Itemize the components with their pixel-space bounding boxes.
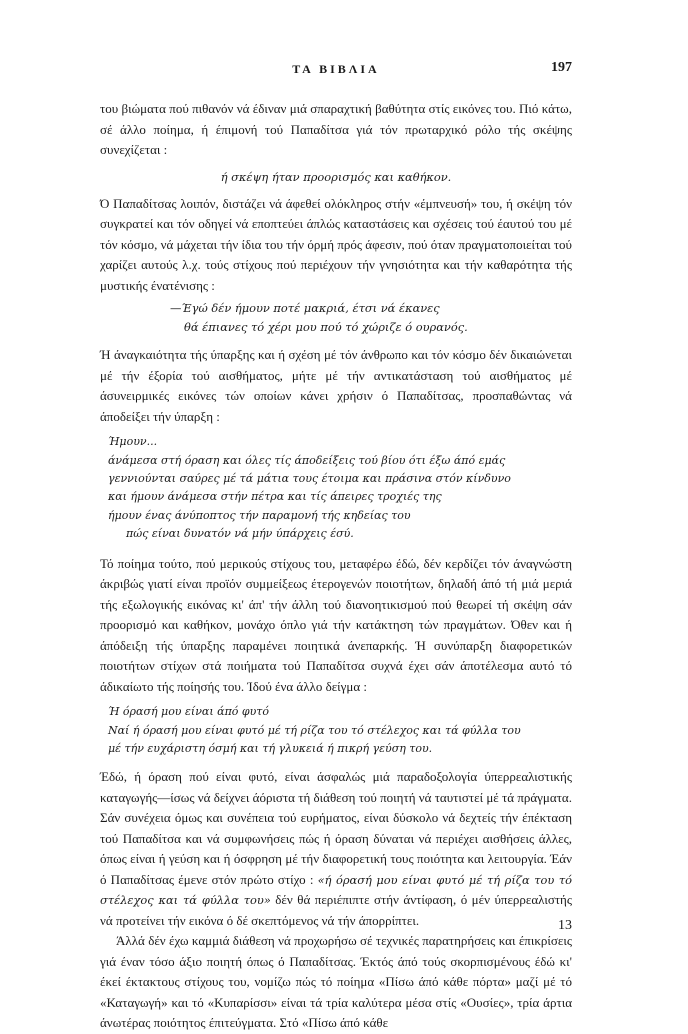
quote-line: Ήμουν...	[108, 435, 158, 449]
quote-line: Ναί ή όρασή μου είναι φυτό μέ τή ρίζα του τό στέλεχος και τά φύλλα του	[108, 723, 521, 737]
quote-line: θά έπιανες τό χέρι μου πού τό χώριζε ό ουρανός.	[184, 319, 468, 334]
paragraph-5-text-b: δέν θά περιέπιπτε στήν άντίφαση, ό μέν ύπερρεαλιστής νά προτείνει τήν εικόνα ό δέ σκεπτόμενος νά τήν άπορρίπτει.	[100, 892, 572, 928]
quote-line: γεννιούνται σαύρες μέ τά μάτια τους έτοιμα και πράσινα στόν κίνδυνο	[108, 472, 511, 486]
page-number: 197	[551, 60, 572, 75]
quote-2	[170, 299, 572, 336]
quote-3	[108, 433, 572, 543]
quote-4	[108, 703, 572, 758]
inline-quote: «ή όρασή μου είναι φυτό μέ τή ρίζα του τό στέλεχος και τά φύλλα του»	[100, 872, 573, 908]
paragraph-2: Ό Παπαδίτσας λοιπόν, διστάζει νά άφεθεί ολόκληρος στήν «έμπνευσή» του, ή σκέψη τόν συγκρατεί και τόν οδηγεί νά εποπτεύει άπλώς καταστάσεις και σχέσεις τού έαυτού του μέ τόν κόσμο, νά μάχεται τήν ίδια του τήν όρμή πρός άφεσιν, πού όταν πραγματοποιείται τού χαρίζει αυτούς λ.χ. τούς στίχους πού περιέχουν τήν γνησιότητα και τήν καθαρότητα τής μυστικής ένατένισης :	[100, 195, 572, 293]
paragraph-3: Ή άναγκαιότητα τής ύπαρξης και ή σχέση μέ τόν άνθρωπο και τόν κόσμο δέν δικαιώνεται μέ τήν έξορία τού αισθήματος, μήτε μέ τήν αντικατάσταση τού αισθήματος μέ άσυνειρμικές εικόνες τών οποίων κάνει χρήσιν ό Παπαδίτσας, προσπαθώντας νά άποδείξει τήν ύπαρξη :	[100, 347, 572, 424]
paragraph-4: Τό ποίημα τούτο, πού μερικούς στίχους του, μεταφέρω έδώ, δέν κερδίζει τόν άναγνώστη άκριβώς γιατί είναι προϊόν συμμείξεως έτερογενών ποιοτήτων, δηλαδή άπό τή μιά μεριά τής εξωλογικής εικόνας κι' άπ' τήν άλλη τού διανοητικισμού πού θεωρεί τή σκέψη σάν προορισμό και καθήκον, μονάχο όπλο γιά τήν κατάκτηση τών πραγμάτων. Όθεν και ή άπόδειξη τής ύπαρξης παραμένει ποιητικά άνεπαρκής. Ή συνύπαρξη διαφορετικών ποιοτήτων στίχων στά ποιήματα τού Παπαδίτσα συχνά έχει σάν άποτέλεσμα αυτό τό άδικαίωτο τής ποίησής του. Ίδού ένα άλλο δείγμα :	[100, 555, 572, 694]
quote-line: Ή όρασή μου είναι άπό φυτό	[108, 705, 270, 719]
paragraph-5-text-a: Έδώ, ή όραση πού είναι φυτό, είναι άσφαλώς μιά παραδοξολογία ύπερρεαλιστικής καταγωγής—ίσως νά δείχνει άόριστα τή διάθεση τού ποιητή νά ταυτιστεί μέ τά πράγματα. Σάν συνέχεια όμως και συνέπεια τού ευρήματος, είναι δύσκολο νά δεχτείς τήν έπέκταση τού Παπαδίτσα και νά συμφωνήσεις πώς ή όραση δύναται νά περιέχει αισθήσεις άλλες, όπως είναι ή γεύση και ή όσφρηση μέ τήν διαφορετική τους ποιότητα και λειτουργία. Έάν ό Παπαδίτσας έμενε στόν πρώτο στίχο :	[100, 769, 572, 887]
quote-line: —Έγώ δέν ήμουν ποτέ μακριά, έτσι νά έκανες	[170, 301, 440, 316]
quote-line: και ήμουν άνάμεσα στήν πέτρα και τίς άπειρες τροχιές της	[108, 490, 442, 504]
paragraph-5	[100, 767, 572, 931]
quote-line: άνάμεσα στή όραση και όλες τίς άποδείξεις τού βίου ότι έξω άπό εμάς	[108, 453, 506, 467]
quote-line: μέ τήν ευχάριστη όσμή και τή γλυκειά ή πικρή γεύση του.	[108, 741, 433, 755]
quote-line: ή σκέψη ήταν προορισμός και καθήκον.	[220, 169, 452, 184]
quote-line: πώς είναι δυνατόν νά μήν ύπάρχεις έσύ.	[126, 527, 354, 541]
quote-line: ήμουν ένας άνύποπτος τήν παραμονή τής κηδείας του	[108, 508, 411, 522]
paragraph-1: του βιώματα πού πιθανόν νά έδιναν μιά σπαραχτική βαθύτητα στίς εικόνες του. Πιό κάτω, σέ άλλο ποίημα, ή έπιμονή τού Παπαδίτσα γιά τόν πρωταρχικό ρόλο τής σκέψης συνεχίζεται :	[100, 101, 572, 157]
quote-1	[100, 168, 572, 186]
signature-number: 13	[558, 918, 572, 933]
running-head: ΤΑ ΒΙΒΛΙΑ	[292, 62, 380, 76]
page-header	[100, 62, 572, 82]
paragraph-6: Άλλά δέν έχω καμμιά διάθεση νά προχωρήσω σέ τεχνικές παρατηρήσεις και έπικρίσεις γιά έναν τόσο άξιο ποιητή όπως ό Παπαδίτσας. Έκτός άπό τούς σκορπισμένους έδώ κι' έκεί έκτακτους στίχους του, νομίζω πώς τό ποίημα «Πίσω άπό κάθε πόρτα» μαζί μέ τό «Καταγωγή» και τό «Κυπαρίσσι» είναι τά τρία καλύτερα μέσα στίς «Ουσίες», τρία άρτια άνωτέρας ποιότητος έπιτεύγματα. Στό «Πίσω άπό κάθε	[100, 933, 572, 1031]
article-body	[100, 99, 572, 1034]
